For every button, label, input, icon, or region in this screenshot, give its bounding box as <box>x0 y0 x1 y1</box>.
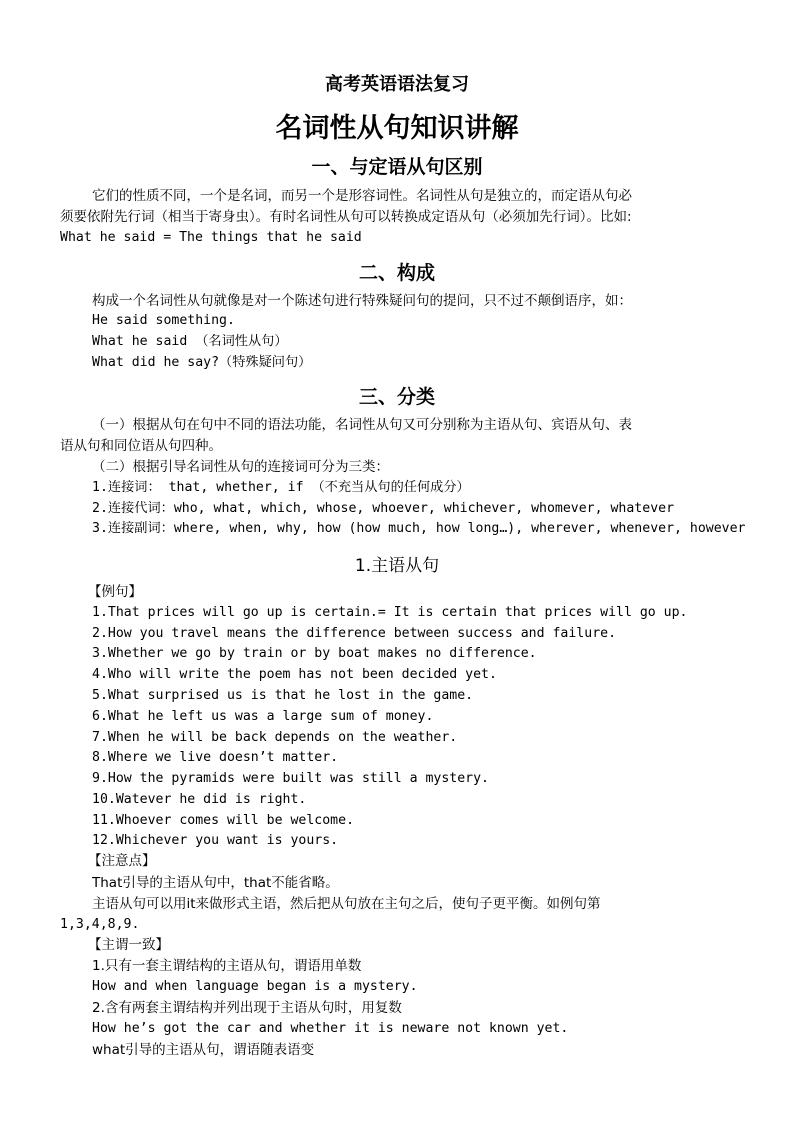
document-subtitle: 高考英语语法复习 <box>325 74 469 95</box>
paragraph-line: （一）根据从句在句中不同的语法功能，名词性从句又可分别称为主语从句、宾语从句、表 <box>92 417 632 433</box>
example-line: What he said （名词性从句） <box>92 334 288 349</box>
document-title: 名词性从句知识讲解 <box>275 113 519 144</box>
list-item: 3.连接副词：where, when, why, how (how much, how long…), wherever, whenever, however <box>92 521 746 536</box>
paragraph-line: 须要依附先行词（相当于寄身虫）。有时名词性从句可以转换成定语从句（必须加先行词）。比如: <box>60 209 632 225</box>
list-item: 1.连接词： that, whether, if （不充当从句的任何成分） <box>92 480 470 495</box>
agreement-line: How he’s got the car and whether it is neware not known yet. <box>92 1021 569 1036</box>
example-sentence: 8.Where we live doesn’t matter. <box>92 750 339 765</box>
paragraph-line: （二）根据引导名词性从句的连接词可分为三类： <box>92 459 389 475</box>
agreement-line: How and when language began is a mystery. <box>92 979 418 994</box>
notes-label: 【注意点】 <box>88 853 156 869</box>
example-sentence: 12.Whichever you want is yours. <box>92 833 339 848</box>
example-sentence: 1.That prices will go up is certain.= It is certain that prices will go up. <box>92 605 688 620</box>
example-sentence: 10.Watever he did is right. <box>92 792 307 807</box>
paragraph-line: 语从句和同位语从句四种。 <box>60 438 222 454</box>
subsection-heading-subject-clause: 1.主语从句 <box>354 556 440 576</box>
section-heading-difference: 一、与定语从句区别 <box>311 156 483 178</box>
example-line: He said something. <box>92 313 235 328</box>
note-line: 1,3,4,8,9. <box>60 917 140 932</box>
section-heading-structure: 二、构成 <box>358 262 435 284</box>
paragraph-line: What he said = The things that he said <box>60 230 362 245</box>
example-line: What did he say?（特殊疑问句） <box>92 355 312 370</box>
agreement-line: what引导的主语从句，谓语随表语变 <box>92 1042 315 1058</box>
example-sentence: 7.When he will be back depends on the weather. <box>92 730 458 745</box>
list-item: 2.连接代词：who, what, which, whose, whoever, whichever, whomever, whatever <box>92 501 675 516</box>
section-heading-classification: 三、分类 <box>358 386 435 408</box>
example-sentence: 3.Whether we go by train or by boat makes no difference. <box>92 646 537 661</box>
examples-label: 【例句】 <box>88 584 142 600</box>
note-line: 主语从句可以用it来做形式主语，然后把从句放在主句之后，使句子更平衡。如例句第 <box>92 896 601 912</box>
agreement-line: 2.含有两套主谓结构并列出现于主语从句时，用复数 <box>92 1000 402 1016</box>
paragraph-line: 构成一个名词性从句就像是对一个陈述句进行特殊疑问句的提问，只不过不颠倒语序，如： <box>92 293 632 309</box>
note-line: That引导的主语从句中，that不能省略。 <box>92 875 339 891</box>
agreement-label: 【主谓一致】 <box>88 937 169 953</box>
example-sentence: 11.Whoever comes will be welcome. <box>92 813 355 828</box>
example-sentence: 9.How the pyramids were built was still a mystery. <box>92 771 489 786</box>
agreement-line: 1.只有一套主谓结构的主语从句，谓语用单数 <box>92 958 362 974</box>
example-sentence: 5.What surprised us is that he lost in the game. <box>92 688 474 703</box>
example-sentence: 2.How you travel means the difference between success and failure. <box>92 626 617 641</box>
example-sentence: 6.What he left us was a large sum of money. <box>92 709 434 724</box>
example-sentence: 4.Who will write the poem has not been decided yet. <box>92 667 497 682</box>
paragraph-line: 它们的性质不同，一个是名词，而另一个是形容词性。名词性从句是独立的，而定语从句必 <box>92 188 632 204</box>
